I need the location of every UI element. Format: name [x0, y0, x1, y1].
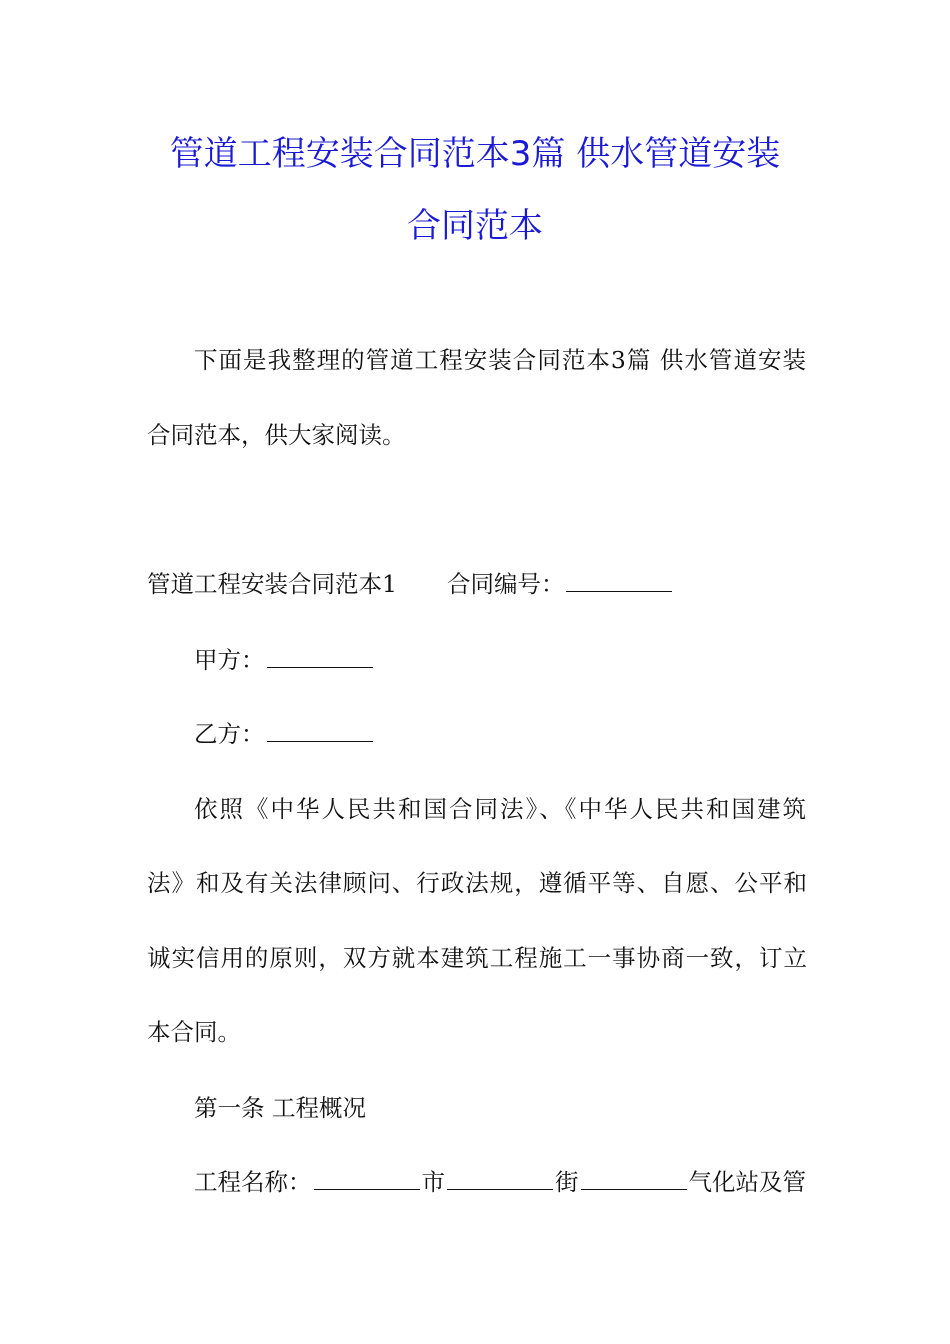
project-city-suffix: 市 — [421, 1168, 445, 1196]
party-b-label: 乙方： — [194, 720, 265, 748]
project-tail: 气化站及管 — [688, 1168, 806, 1196]
project-name-row — [194, 1167, 806, 1197]
article-1-title: 第一条 工程概况 — [194, 1094, 366, 1122]
contract-number-label: 合同编号： — [446, 570, 565, 598]
project-site-blank — [581, 1169, 687, 1190]
intro-line-1: 下面是我整理的管道工程安装合同范本3篇 供水管道安装 — [194, 346, 806, 374]
contract-number-blank — [566, 571, 672, 592]
document-title-line-1: 管道工程安装合同范本3篇 供水管道安装 — [169, 134, 781, 174]
party-a-label: 甲方： — [194, 646, 265, 674]
party-a-row — [194, 645, 806, 675]
basis-line-1: 依照《中华人民共和国合同法》、《中华人民共和国建筑 — [194, 795, 806, 823]
basis-line-2: 法》和及有关法律顾问、行政法规，遵循平等、自愿、公平和 — [147, 869, 807, 897]
project-city-blank — [314, 1169, 420, 1190]
contract-heading: 管道工程安装合同范本1 — [147, 570, 397, 598]
party-b-blank — [267, 721, 373, 742]
intro-line-2: 合同范本，供大家阅读。 — [147, 421, 406, 449]
contract-heading-row — [147, 569, 807, 599]
document-title-line-2: 合同范本 — [407, 206, 543, 246]
project-street-suffix: 街 — [555, 1168, 579, 1196]
basis-line-4: 本合同。 — [147, 1018, 241, 1046]
project-street-blank — [447, 1169, 553, 1190]
project-name-label: 工程名称： — [194, 1168, 312, 1196]
party-a-blank — [267, 647, 373, 668]
party-b-row — [194, 719, 806, 749]
basis-line-3: 诚实信用的原则，双方就本建筑工程施工一事协商一致，订立 — [147, 944, 807, 972]
